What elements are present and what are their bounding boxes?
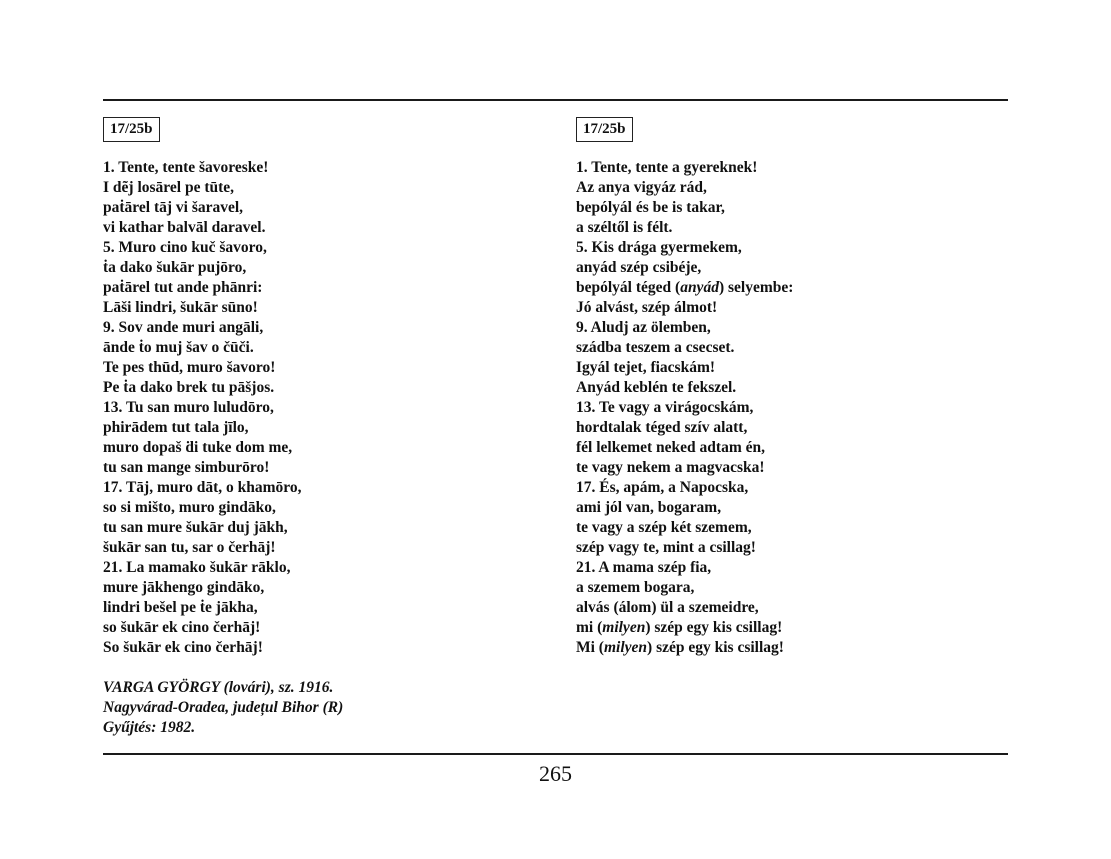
verse-line: Az anya vigyáz rád, <box>576 179 707 196</box>
verse-line: 13. Te vagy a virágocskám, <box>576 399 754 416</box>
verse-line: mure jākhengo gindāko, <box>103 579 265 596</box>
bottom-rule <box>103 753 1008 755</box>
verse-line: bepólyál és be is takar, <box>576 199 725 216</box>
verse-line: šukār san tu, sar o čerhāj! <box>103 539 276 556</box>
verse-line: 21. La mamako šukār rāklo, <box>103 559 291 576</box>
verse-line: 1. Tente, tente šavoreske! <box>103 159 269 176</box>
verse-line: vi kathar balvāl daravel. <box>103 219 266 236</box>
collection-credit <box>103 678 523 738</box>
verse-line: te vagy a szép két szemem, <box>576 519 752 536</box>
credit-line: VARGA GYÖRGY (lovári), sz. 1916. <box>103 679 334 696</box>
verse-line: anyád szép csibéje, <box>576 259 702 276</box>
verse-line: 17. És, apám, a Napocska, <box>576 479 749 496</box>
page-number: 265 <box>539 761 572 786</box>
verse-line: so šukār ek cino čerhāj! <box>103 619 261 636</box>
verse-line: lindri bešel pe ṫe jākha, <box>103 599 258 616</box>
verse-line: 21. A mama szép fia, <box>576 559 712 576</box>
verse-line: 1. Tente, tente a gyereknek! <box>576 159 758 176</box>
verse-line: paṫārel tāj vi šaravel, <box>103 199 244 216</box>
verse-line: alvás (álom) ül a szemeidre, <box>576 599 759 616</box>
verse-line: ānde ṫo muj šav o čūči. <box>103 339 254 356</box>
romani-verses <box>103 158 523 658</box>
verse-line: a széltől is félt. <box>576 219 673 236</box>
verse-line: Jó alvást, szép álmot! <box>576 299 718 316</box>
verse-line: 5. Kis drága gyermekem, <box>576 239 742 256</box>
verse-line: phirādem tut tala jīlo, <box>103 419 249 436</box>
verse-line: hordtalak téged szív alatt, <box>576 419 748 436</box>
verse-line: I dẽj losārel pe tūte, <box>103 179 235 196</box>
verse-line: 9. Sov ande muri angāli, <box>103 319 264 336</box>
verse-line: a szemem bogara, <box>576 579 695 596</box>
verse-line: Anyád keblén te fekszel. <box>576 379 737 396</box>
verse-line: so si mišto, muro gindāko, <box>103 499 276 516</box>
verse-line: szép vagy te, mint a csillag! <box>576 539 756 556</box>
verse-line: paṫārel tut ande phānri: <box>103 279 263 296</box>
verse-line: 17. Tāj, muro dāt, o khamōro, <box>103 479 302 496</box>
song-id-tag: 17/25b <box>576 117 633 142</box>
verse-line: tu san mange simburōro! <box>103 459 270 476</box>
credit-line: Nagyvárad-Oradea, județul Bihor (R) <box>103 699 344 716</box>
verse-line: tu san mure šukār duj jākh, <box>103 519 288 536</box>
credit-line: Gyűjtés: 1982. <box>103 719 196 736</box>
verse-line: te vagy nekem a magvacska! <box>576 459 765 476</box>
verse-line: Igyál tejet, fiacskám! <box>576 359 716 376</box>
verse-line: mi (milyen) szép egy kis csillag! <box>576 619 783 636</box>
verse-line: So šukār ek cino čerhāj! <box>103 639 263 656</box>
verse-line: muro dopaš ḋi tuke dom me, <box>103 439 293 456</box>
hungarian-column <box>576 117 1006 658</box>
verse-line: szádba teszem a csecset. <box>576 339 735 356</box>
verse-line: ṫa dako šukār pujōro, <box>103 259 247 276</box>
verse-line: bepólyál téged (anyád) selyembe: <box>576 279 794 296</box>
verse-line: 9. Aludj az ölemben, <box>576 319 711 336</box>
verse-line: fél lelkemet neked adtam én, <box>576 439 765 456</box>
song-id-tag: 17/25b <box>103 117 160 142</box>
hungarian-verses <box>576 158 1006 658</box>
verse-line: 13. Tu san muro luludōro, <box>103 399 274 416</box>
verse-line: 5. Muro cino kuč šavoro, <box>103 239 267 256</box>
top-rule <box>103 99 1008 101</box>
verse-line: ami jól van, bogaram, <box>576 499 722 516</box>
romani-column <box>103 117 523 738</box>
verse-line: Pe ṫa dako brek tu pāšjos. <box>103 379 275 396</box>
verse-line: Mi (milyen) szép egy kis csillag! <box>576 639 784 656</box>
verse-line: Te pes thūd, muro šavoro! <box>103 359 276 376</box>
verse-line: Lāši lindri, šukār sūno! <box>103 299 258 316</box>
